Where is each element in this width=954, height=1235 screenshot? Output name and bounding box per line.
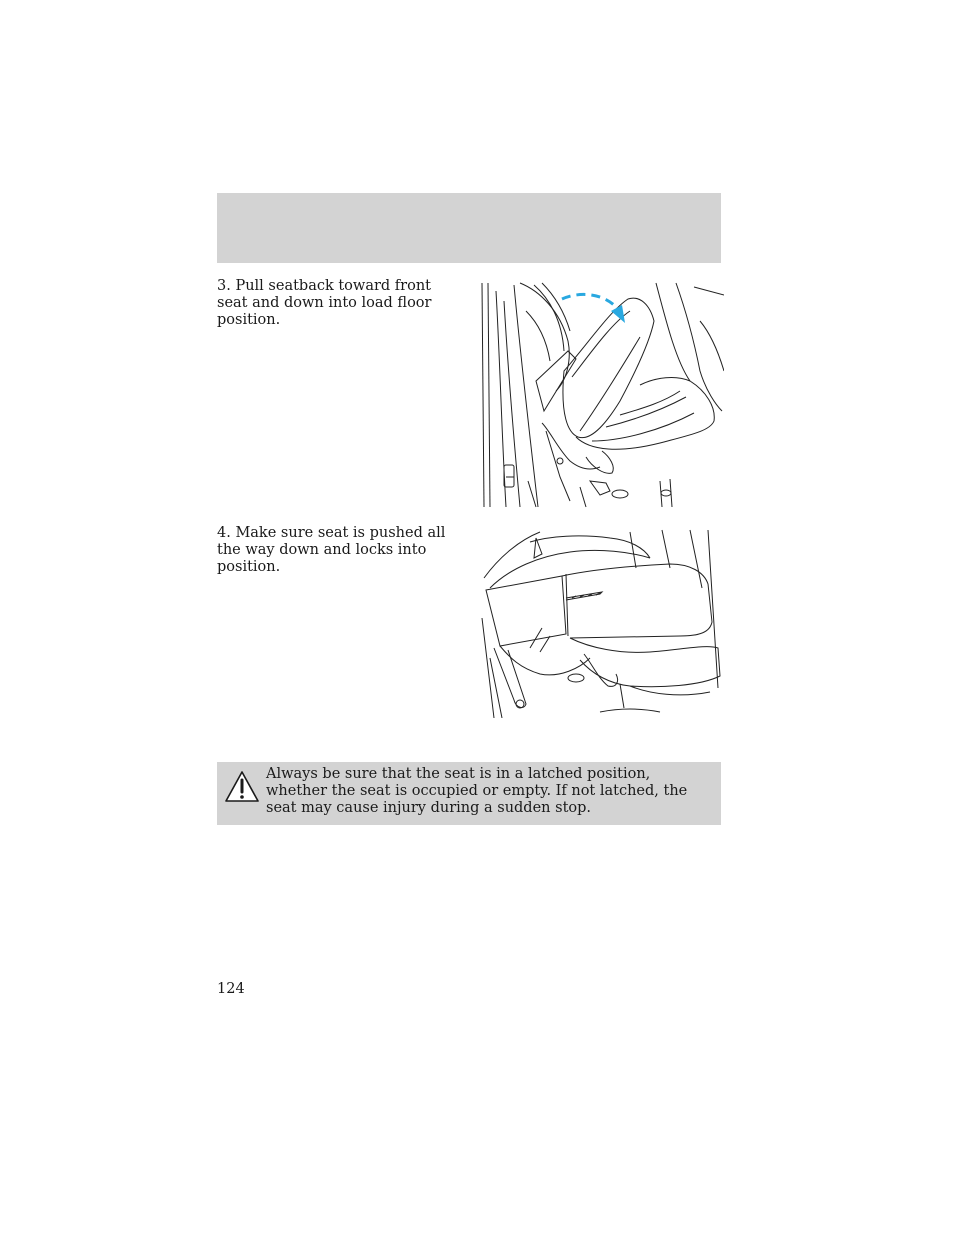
warning-text: Always be sure that the seat is in a latched position, whether the seat is occupied or empty. If not latched, the seat may cause injury during a sudden stop. — [266, 766, 688, 816]
seat-locked-illustration — [480, 528, 724, 718]
warning-box — [217, 762, 721, 825]
seatback-fold-illustration — [480, 281, 724, 509]
page-number: 124 — [217, 981, 245, 997]
warning-triangle-icon — [224, 770, 260, 804]
header-band — [217, 193, 721, 263]
step-3-text: 3. Pull seatback toward front seat and down into load floor position. — [217, 278, 432, 328]
step-4-text: 4. Make sure seat is pushed all the way down and locks into position. — [217, 525, 446, 575]
